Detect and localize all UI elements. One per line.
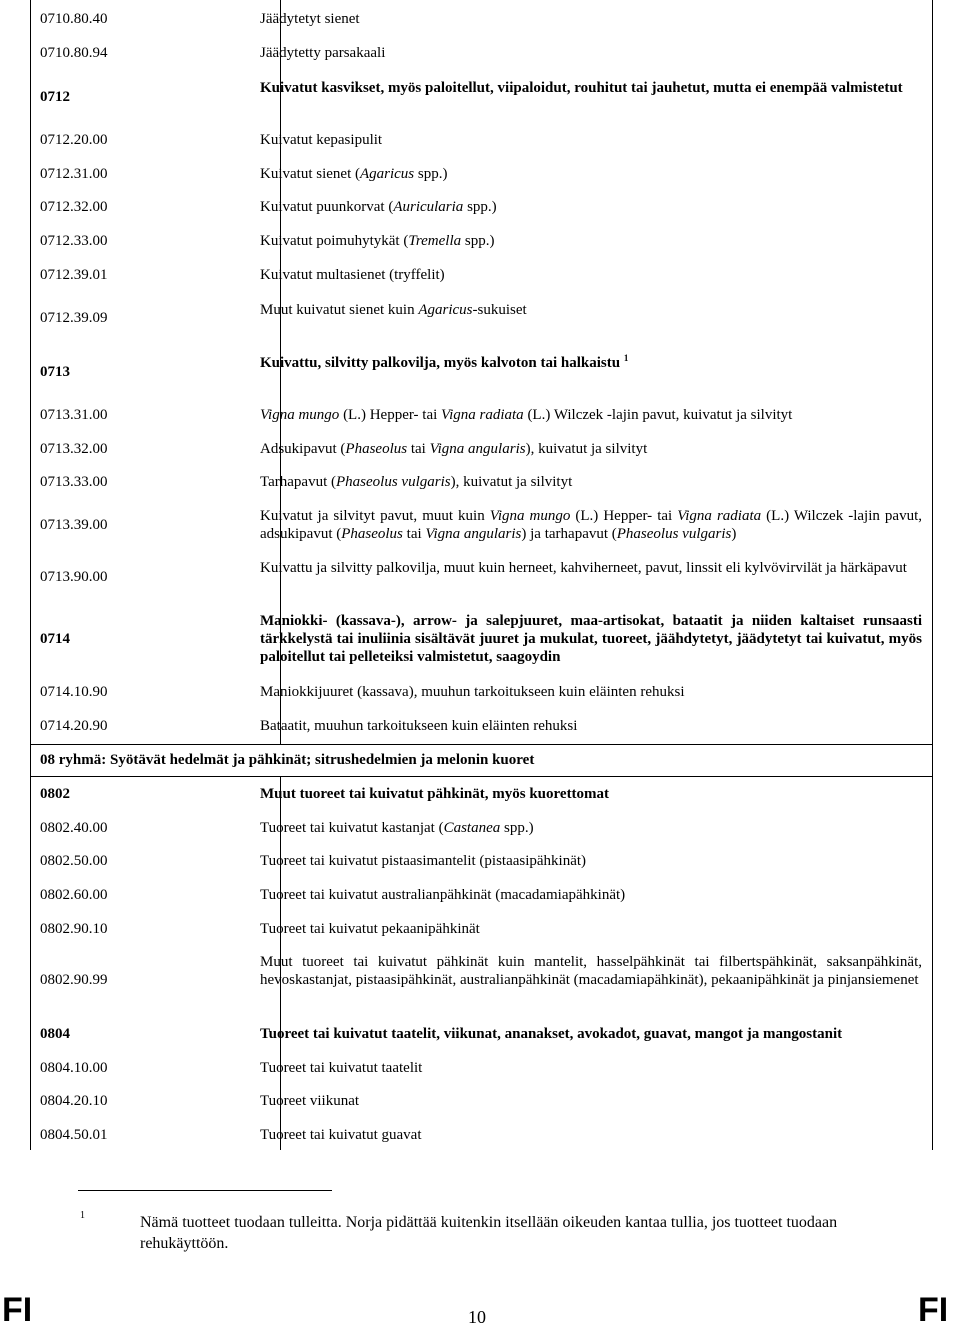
product-description: Kuivatut multasienet (tryffelit) <box>260 267 445 283</box>
heading-description: Kuivattu, silvitty palkovilja, myös kalvoton tai halkaistu $^1$ <box>260 353 629 371</box>
product-description: Kuivatut sienet (Agaricus spp.) <box>260 166 448 182</box>
product-description: Tuoreet tai kuivatut pekaanipähkinät <box>260 921 480 937</box>
heading-description: Muut tuoreet tai kuivatut pähkinät, myös kuorettomat <box>260 786 610 802</box>
product-description: Tuoreet tai kuivatut australianpähkinät (macadamiapähkinät) <box>260 887 626 903</box>
cn-code: 0710.80.40 <box>40 11 108 27</box>
cn-code: 0714.20.90 <box>40 718 108 734</box>
product-description: Tuoreet viikunat <box>260 1093 360 1109</box>
footnote-number: 1 <box>80 1210 85 1221</box>
group-heading-bottom-rule <box>31 776 932 777</box>
cn-code: 0713.33.00 <box>40 474 108 490</box>
cn-code: 0712.39.09 <box>40 310 108 326</box>
cn-code: 0804.10.00 <box>40 1060 108 1076</box>
page-number: 10 <box>468 1307 486 1327</box>
tariff-table <box>30 0 933 1150</box>
chapter-heading: 08 ryhmä: Syötävät hedelmät ja pähkinät; sitrushedelmien ja melonin kuoret <box>40 752 535 768</box>
footnote-text: Nämä tuotteet tuodaan tulleitta. Norja pidättää kuitenkin itsellään oikeuden kantaa tullia, jos tuotteet tuodaan rehukäyttöön. <box>140 1214 838 1252</box>
product-description: Muut tuoreet tai kuivatut pähkinät kuin mantelit, hasselpähkinät tai filbertspähkinät, saksanpähkinät, hevoskastanjat, pistaasipähkinät, australianpähkinät (macadamiapähkinät), pekaanipähkinät ja pinjansiemenet <box>260 954 922 988</box>
product-description: Kuivatut ja silvityt pavut, muut kuin Vigna mungo (L.) Hepper- tai Vigna radiata (L.) Wilczek -lajin pavut, adsukipavut (Phaseolus tai Vigna angularis) ja tarhapavut (Phaseolus vulgaris) <box>260 508 922 542</box>
footnote-separator <box>78 1190 332 1191</box>
product-description: Tuoreet tai kuivatut guavat <box>260 1127 422 1143</box>
cn-heading-code: 0804 <box>40 1026 70 1042</box>
cn-heading-code: 0714 <box>40 631 70 647</box>
cn-code: 0713.39.00 <box>40 517 108 533</box>
cn-heading-code: 0713 <box>40 364 70 380</box>
product-description: Kuivatut poimuhytykät (Tremella spp.) <box>260 233 495 249</box>
product-description: Tuoreet tai kuivatut pistaasimantelit (pistaasipähkinät) <box>260 853 587 869</box>
product-description: Kuivattu ja silvitty palkovilja, muut kuin herneet, kahviherneet, pavut, linssit eli kylvövirvilät ja härkäpavut <box>260 560 907 576</box>
product-description: Tuoreet tai kuivatut kastanjat (Castanea spp.) <box>260 820 534 836</box>
cn-heading-code: 0802 <box>40 786 70 802</box>
cn-code: 0710.80.94 <box>40 45 108 61</box>
product-description: Tarhapavut (Phaseolus vulgaris), kuivatut ja silvityt <box>260 474 573 490</box>
cn-code: 0712.31.00 <box>40 166 108 182</box>
cn-code: 0802.60.00 <box>40 887 108 903</box>
cn-code: 0802.90.10 <box>40 921 108 937</box>
product-description: Maniokkijuuret (kassava), muuhun tarkoitukseen kuin eläinten rehuksi <box>260 684 685 700</box>
group-heading-top-rule <box>31 744 932 745</box>
cn-code: 0802.90.99 <box>40 972 108 988</box>
cn-code: 0804.20.10 <box>40 1093 108 1109</box>
product-description: Kuivatut kepasipulit <box>260 132 383 148</box>
heading-description: Tuoreet tai kuivatut taatelit, viikunat, ananakset, avokadot, guavat, mangot ja mangostanit <box>260 1026 843 1042</box>
product-description: Jäädytetyt sienet <box>260 11 360 27</box>
cn-code: 0713.31.00 <box>40 407 108 423</box>
heading-description: Kuivatut kasvikset, myös paloitellut, viipaloidut, rouhitut tai jauhetut, mutta ei enempää valmistetut <box>260 80 903 96</box>
product-description: Bataatit, muuhun tarkoitukseen kuin eläinten rehuksi <box>260 718 578 734</box>
product-description: Muut kuivatut sienet kuin Agaricus-sukuiset <box>260 302 527 318</box>
cn-code: 0713.90.00 <box>40 569 108 585</box>
cn-code: 0713.32.00 <box>40 441 108 457</box>
cn-code: 0802.50.00 <box>40 853 108 869</box>
product-description: Kuivatut puunkorvat (Auricularia spp.) <box>260 199 497 215</box>
cn-code: 0714.10.90 <box>40 684 108 700</box>
cn-code: 0712.39.01 <box>40 267 108 283</box>
product-description: Vigna mungo (L.) Hepper- tai Vigna radiata (L.) Wilczek -lajin pavut, kuivatut ja silvityt <box>260 407 793 423</box>
product-description: Adsukipavut (Phaseolus tai Vigna angularis), kuivatut ja silvityt <box>260 441 648 457</box>
cn-code: 0712.32.00 <box>40 199 108 215</box>
cn-code: 0804.50.01 <box>40 1127 108 1143</box>
cn-code: 0802.40.00 <box>40 820 108 836</box>
footer-language-right: FI <box>918 1291 949 1329</box>
cn-code: 0712.33.00 <box>40 233 108 249</box>
heading-description: Maniokki- (kassava-), arrow- ja salepjuuret, maa-artisokat, bataatit ja niiden kaltaiset runsaasti tärkkelystä tai inuliinia sisältävät juuret ja mukulat, tuoreet, jäähdytetyt, jäädytetyt tai kuivatut, myös paloitellut tai pelleteiksi valmistetut, saagoydin <box>260 613 922 665</box>
product-description: Tuoreet tai kuivatut taatelit <box>260 1060 423 1076</box>
product-description: Jäädytetty parsakaali <box>260 45 386 61</box>
cn-heading-code: 0712 <box>40 89 70 105</box>
cn-code: 0712.20.00 <box>40 132 108 148</box>
footnote-ref: 1 <box>623 353 629 363</box>
footer-language-left: FI <box>2 1291 33 1329</box>
